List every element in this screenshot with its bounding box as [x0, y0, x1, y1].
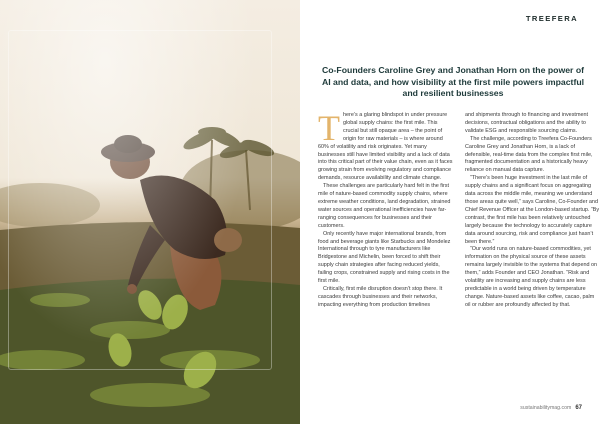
brand-label: TREEFERA — [525, 14, 578, 23]
headline-prefix: Co-Founders — [321, 65, 379, 75]
site-url[interactable]: sustainabilitymag.com — [520, 405, 572, 411]
headline-and: and — [435, 65, 456, 75]
headline-name-2: Jonathan Horn — [455, 65, 517, 75]
headline — [318, 65, 588, 100]
article-column-right — [465, 112, 600, 310]
article-column-left — [318, 108, 453, 310]
page-number: 67 — [575, 405, 582, 411]
paragraph: Critically, first mile disruption doesn’t stop there. It cascades through businesses and their networks, impacting everything from production timelines — [318, 285, 443, 308]
paragraph: and shipments through to financing and investment decisions, contractual obligations and the ability to validate ESG and responsible sourcing claims. — [465, 112, 589, 134]
headline-name-1: Caroline Grey — [378, 65, 436, 75]
paragraph: These challenges are particularly hard felt in the first mile of nature-based commodity supply chains, where extreme weather conditions, land degradation, strained water sources and operational inefficiencies have far-ranging consequences for businesses and their customers. — [318, 183, 451, 229]
paragraph: There’s a glaring blindspot in under pressure global supply chains: the first mile. This crucial but still opaque area – the point of origin for raw materials – is where around 60% of volatility and risk originates. Yet many businesses still have limited visibility and a lack of data into this critical part of their value chain, even as it faces growing strain from evolving regulatory and compliance demands, resource availability and climate change. — [318, 108, 453, 182]
drop-cap: T — [318, 108, 340, 148]
paragraph: “There’s been huge investment in the last mile of supply chains and a significant focus on aggregating data across the middle mile, meaning we understand those areas quite well,” says Caroline, Co-Founder and Chief Revenue Officer at the London-based startup. “By contrast, the first mile has been relatively untouched largely because the technology to accurately capture data around sourcing, risk and compliance just hasn’t been there.” — [465, 175, 600, 245]
paragraph: “Our world runs on nature-based commodities, yet information on the physical source of these assets remains largely invisible to the systems that depend on them,” adds Founder and CEO Jonathan. “Risk and volatility are increasing and supply chains are less predictable in a world being driven by temperature change. Nature-based assets like coffee, cacao, palm oil or rubber are profoundly affected by that. — [465, 246, 598, 308]
paragraph: Only recently have major international brands, from food and beverage giants like Starbucks and Mondelez International through to tyre manufacturers like Bridgestone and Michelin, been forced to shift their supply chain strategies after facing reduced yields, failing crops, constrained supply and rising costs in the first mile. — [318, 230, 451, 285]
headline-rest: on the power of AI and data, and how visibility at the first mile powers impactful and resilient businesses — [321, 65, 585, 99]
paragraph: The challenge, according to Treefera Co-Founders Caroline Grey and Jonathan Horn, is a lack of defensible, real-time data from the complex first mile, fragmented documentation and a historically heavy reliance on manual data capture. — [465, 135, 593, 174]
page-footer — [520, 405, 582, 411]
